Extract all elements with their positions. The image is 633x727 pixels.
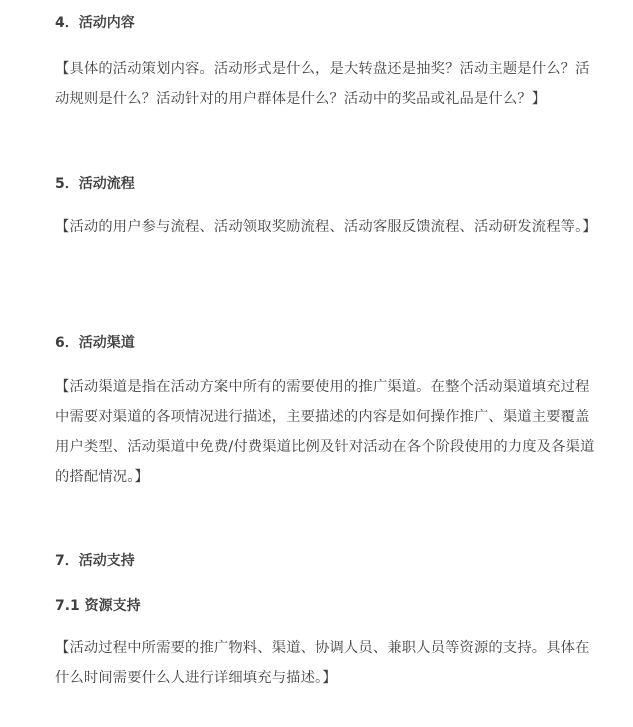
section-body-resource-support: 【活动过程中所需要的推广物料、渠道、协调人员、兼职人员等资源的支持。具体在什么时间需要什么人进行详细填充与描述。】	[55, 640, 590, 686]
section-heading-resource-support: 7.1 资源支持	[55, 598, 141, 614]
section-heading-activity-flow: 5．活动流程	[55, 176, 135, 192]
section-heading-activity-content: 4．活动内容	[55, 15, 135, 31]
section-heading-activity-support: 7．活动支持	[55, 553, 135, 569]
section-body-activity-channels: 【活动渠道是指在活动方案中所有的需要使用的推广渠道。在整个活动渠道填充过程中需要对渠道的各项情况进行描述，主要描述的内容是如何操作推广、渠道主要覆盖用户类型、活动渠道中免费/付费渠道比例及针对活动在各个阶段使用的力度及各渠道的搭配情况。】	[55, 379, 595, 485]
section-body-activity-flow: 【活动的用户参与流程、活动领取奖励流程、活动客服反馈流程、活动研发流程等。】	[55, 219, 597, 235]
section-body-activity-content: 【具体的活动策划内容。活动形式是什么，是大转盘还是抽奖？活动主题是什么？活动规则是什么？活动针对的用户群体是什么？活动中的奖品或礼品是什么？】	[55, 61, 590, 107]
section-heading-activity-channels: 6．活动渠道	[55, 335, 135, 351]
